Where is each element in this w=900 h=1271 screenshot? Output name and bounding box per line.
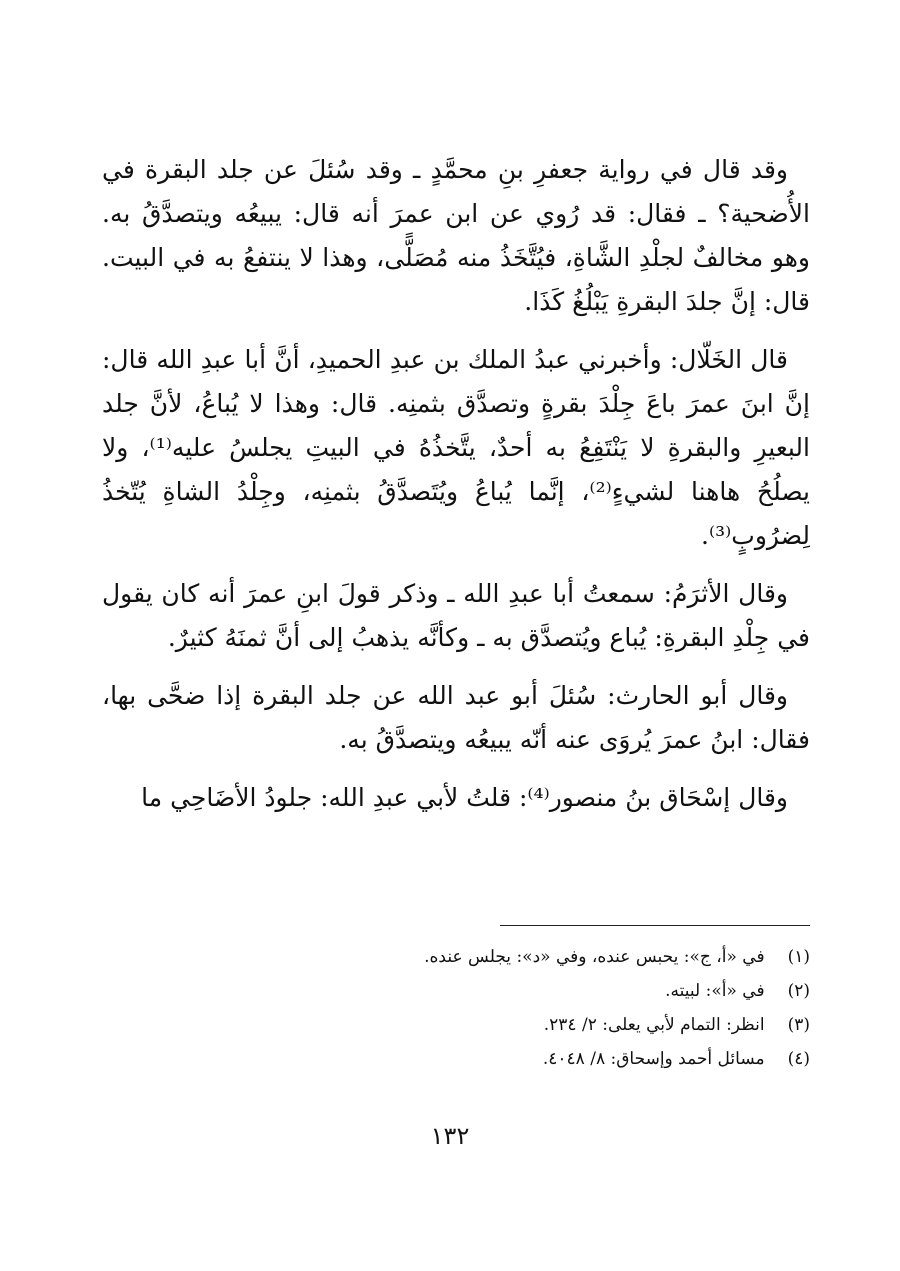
paragraph: وقال إسْحَاق بنُ منصور⁽⁴⁾: قلتُ لأبي عبدِ الله: جلودُ الأضَاحِي ما — [141, 783, 788, 812]
main-text — [102, 148, 810, 834]
footnote-text: في «أ»: لبيته. — [665, 981, 765, 1001]
footnote — [102, 1042, 810, 1076]
paragraph: قال الخَلّال: وأخبرني عبدُ الملك بن عبدِ الحميدِ، أنَّ أبا عبدِ الله قال: إنَّ ابنَ عمرَ باعَ جِلْدَ بقرةٍ وتصدَّق بثمنِه. قال: وهذا لا يُباعُ، لأنَّ جلد البعيرِ والبقرةِ لا يَنْتَفِعُ به أحدٌ، يتَّخذُهُ في البيتِ يجلسُ عليه⁽¹⁾، ولا يصلُحُ هاهنا لشيءٍ⁽²⁾، إنَّما يُباعُ ويُتَصدَّقُ بثمنِه، وجِلْدُ الشاةِ يُتّخذُ لِضرُوبٍ⁽³⁾. — [102, 345, 810, 550]
footnote-number: (٤) — [787, 1049, 810, 1069]
footnote-text: مسائل أحمد وإسحاق: ٨/ ٤٠٤٨. — [542, 1049, 765, 1069]
page-number: ١٣٢ — [430, 1122, 470, 1150]
paragraph: وقال الأثرَمُ: سمعتُ أبا عبدِ الله ـ وذكر قولَ ابنِ عمرَ أنه كان يقول في جِلْدِ البقرةِ: يُباع ويُتصدَّق به ـ وكأنَّه يذهبُ إلى أنَّ ثمنَهُ كثيرٌ. — [102, 579, 810, 652]
footnote-number: (٢) — [787, 981, 810, 1001]
paragraph: وقال أبو الحارث: سُئلَ أبو عبد الله عن جلد البقرة إذا ضحَّى بها، فقال: ابنُ عمرَ يُروَى عنه أنّه يبيعُه ويتصدَّقُ به. — [102, 681, 810, 754]
footnote-number: (١) — [787, 947, 810, 967]
footnote — [102, 974, 810, 1008]
footnote-text: انظر: التمام لأبي يعلى: ٢/ ٢٣٤. — [543, 1015, 765, 1035]
paragraph: وقد قال في رواية جعفرِ بنِ محمَّدٍ ـ وقد سُئلَ عن جلد البقرة في الأُضحية؟ ـ فقال: قد رُوي عن ابن عمرَ أنه قال: يبيعُه ويتصدَّقُ به. وهو مخالفٌ لجلْدِ الشَّاةِ، فيُتَّخَذُ منه مُصَلًّى، وهذا لا ينتفعُ به في البيت. قال: إنَّ جلدَ البقرةِ يَبْلُغُ كَذَا. — [102, 155, 810, 316]
footnotes — [102, 940, 810, 1076]
footnote-separator — [500, 925, 810, 926]
footnote-text: في «أ، ج»: يحبس عنده، وفي «د»: يجلس عنده. — [424, 947, 765, 967]
footnote — [102, 940, 810, 974]
footnote-number: (٣) — [787, 1015, 810, 1035]
footnote — [102, 1008, 810, 1042]
